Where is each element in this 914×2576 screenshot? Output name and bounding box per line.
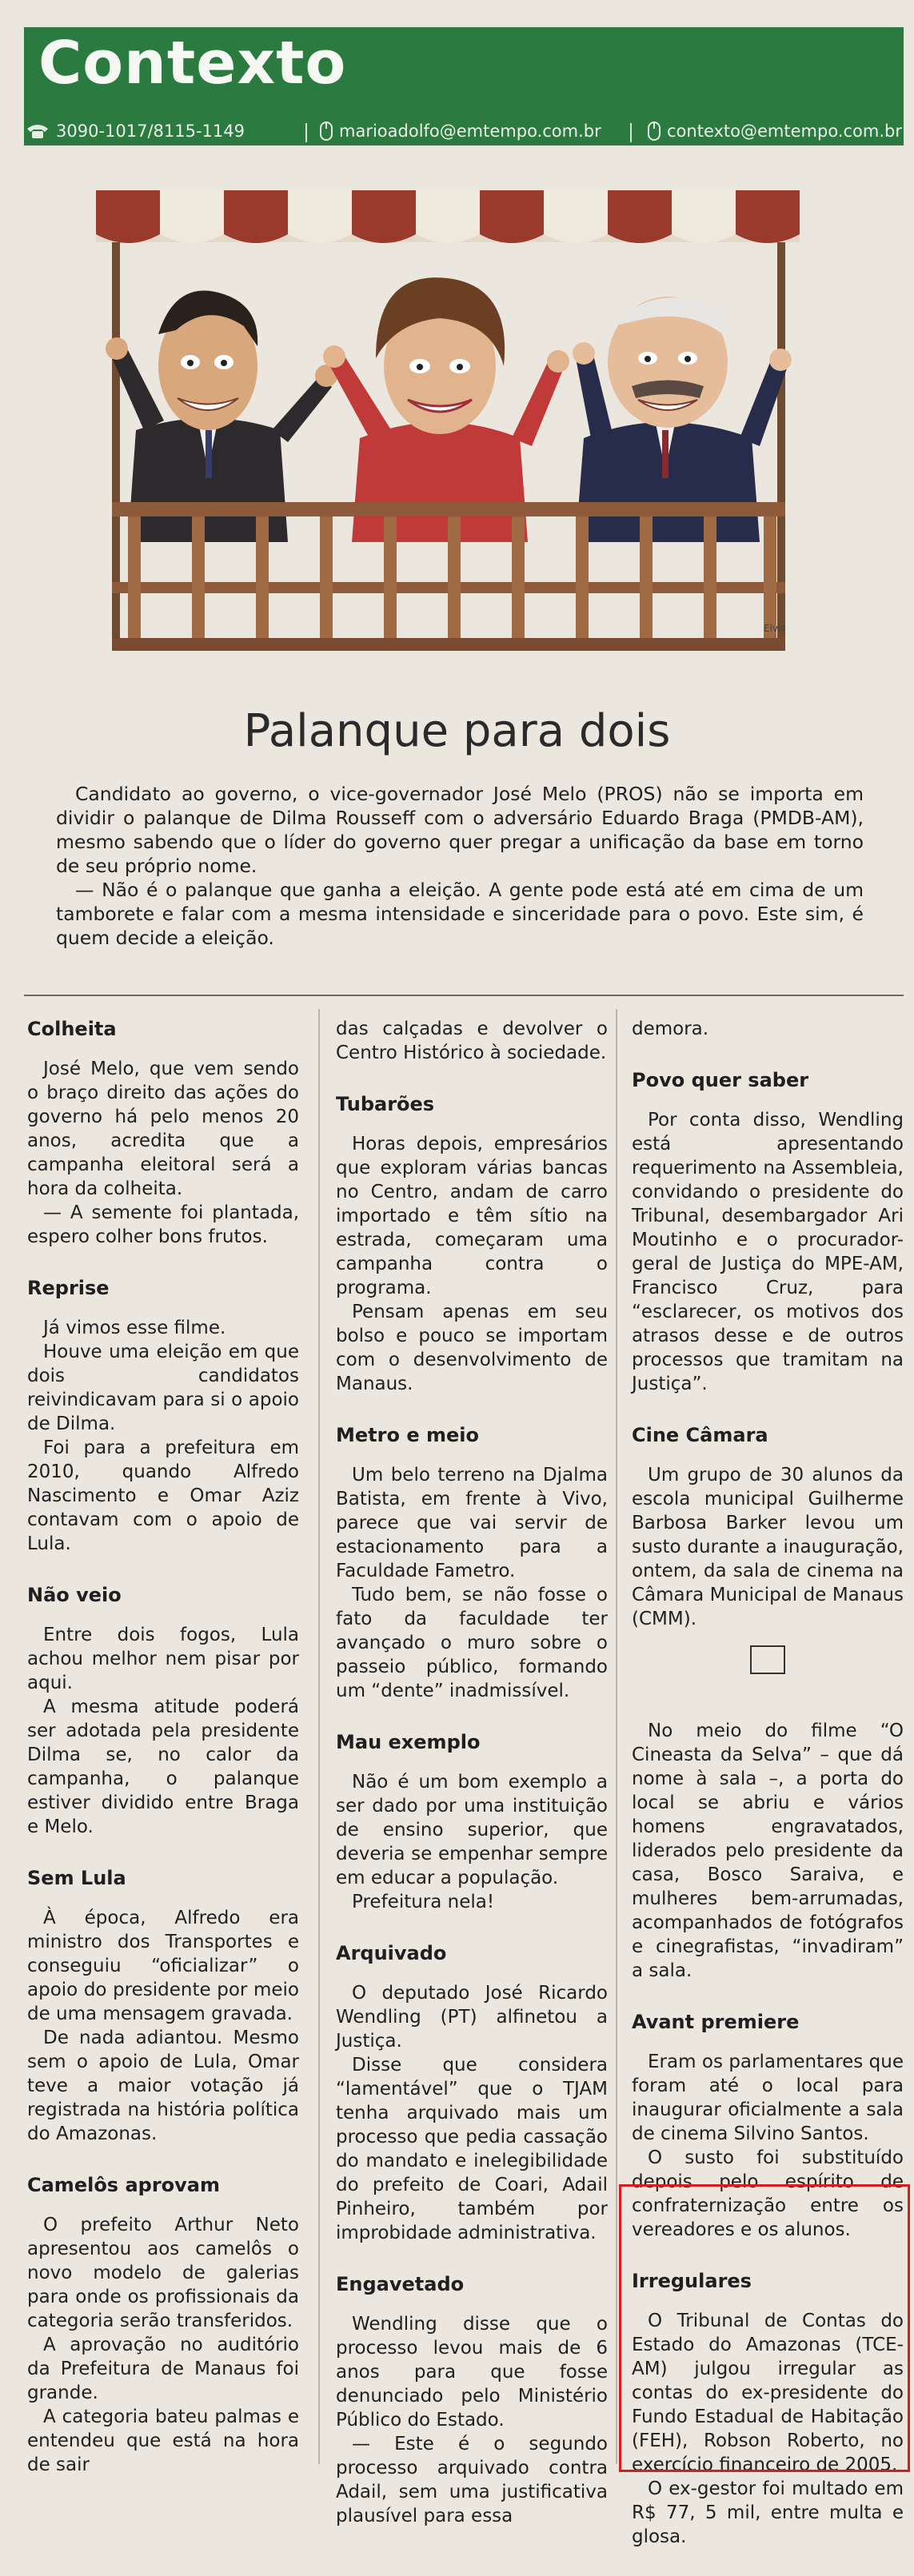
continued-text bbox=[632, 1017, 904, 1041]
mouse-icon bbox=[648, 122, 661, 141]
note-title: Colheita bbox=[27, 1018, 117, 1040]
highlight-box bbox=[619, 2184, 910, 2472]
note-tubaroes bbox=[336, 1092, 608, 1396]
phone-number: 3090-1017/8115-1149 bbox=[56, 122, 245, 141]
note-title: Engavetado bbox=[336, 2273, 465, 2295]
note-paragraph: Por conta disso, Wendling está apresentando requerimento na Assembleia, convidando o presidente do Tribunal, desembargador Ari Moutinho e o procurador-geral de Justiça do MPE-AM, Francisco Cruz, para “esclarecer, os motivos dos atrasos desse e de outros processos que tramitam na Justiça”. bbox=[632, 1110, 904, 1394]
note-paragraph: Houve uma eleição em que dois candidatos reivindicavam para si o apoio de Dilma. bbox=[27, 1342, 299, 1434]
note-engavetado bbox=[336, 2272, 608, 2528]
section-email[interactable] bbox=[648, 122, 902, 141]
section-header bbox=[24, 27, 904, 146]
note-paragraph: Entre dois fogos, Lula achou melhor nem pisar por aqui. bbox=[27, 1625, 299, 1693]
cartoon-signature: Elvis bbox=[764, 623, 786, 634]
note-paragraph: Foi para a prefeitura em 2010, quando Alfredo Nascimento e Omar Aziz contavam com o apoio de Lula. bbox=[27, 1438, 299, 1554]
note-paragraph: Tudo bem, se não fosse o fato da faculdade ter avançado o muro sobre o passeio público, formando um “dente” inadmissível. bbox=[336, 1585, 608, 1701]
mouse-icon bbox=[320, 122, 333, 141]
note-paragraph: A aprovação no auditório da Prefeitura de Manaus foi grande. bbox=[27, 2335, 299, 2403]
note-paragraph: Já vimos esse filme. bbox=[43, 1318, 226, 1338]
note-arquivado bbox=[336, 1941, 608, 2245]
note-paragraph: Um belo terreno na Djalma Batista, em frente à Vivo, parece que vai servir de estacionamento para a Faculdade Fametro. bbox=[336, 1465, 608, 1581]
note-paragraph: — Este é o segundo processo arquivado contra Adail, sem uma justificativa plausível para essa bbox=[336, 2434, 608, 2526]
note-colheita bbox=[27, 1017, 299, 1249]
note-paragraph: O ex-gestor foi multado em R$ 77, 5 mil, entre multa e glosa. bbox=[632, 2478, 904, 2547]
note-paragraph: À época, Alfredo era ministro dos Transportes e conseguiu “oficializar” o apoio do presidente por meio de uma mensagem gravada. bbox=[27, 1908, 299, 2024]
note-povo bbox=[632, 1068, 904, 1396]
lead-paragraph: Candidato ao governo, o vice-governador José Melo (PROS) não se importa em dividir o palanque de Dilma Rousseff com o adversário Eduardo Braga (PMDB-AM), mesmo sabendo que o líder do governo quer pregar a unificação da base em torno de seu próprio nome. bbox=[56, 783, 864, 877]
note-paragraph: Prefeitura nela! bbox=[352, 1892, 495, 1912]
note-title: Arquivado bbox=[336, 1942, 447, 1964]
note-paragraph: O susto foi substituído depois pelo espírito de confraternização entre os vereadores e os alunos. bbox=[632, 2147, 904, 2240]
note-paragraph: O prefeito Arthur Neto apresentou aos camelôs o novo modelo de galerias para onde os profissionais da categoria serão transferidos. bbox=[27, 2215, 299, 2331]
section-title: Contexto bbox=[38, 29, 347, 98]
note-mau-exemplo bbox=[336, 1730, 608, 1914]
author-email[interactable] bbox=[320, 122, 601, 141]
note-cine bbox=[632, 1423, 904, 1983]
note-nao-veio bbox=[27, 1583, 299, 1839]
note-paragraph: Disse que considera “lamentável” que o TJAM tenha arquivado mais um processo que pedia cassação do mandato e inelegibilidade do prefeito de Coari, Adail Pinheiro, também por improbidade administrativa. bbox=[336, 2055, 608, 2243]
note-title: Sem Lula bbox=[27, 1867, 126, 1889]
note-camelos bbox=[27, 2173, 299, 2477]
section-email-text[interactable]: contexto@emtempo.com.br bbox=[667, 122, 902, 141]
note-paragraph: A categoria bateu palmas e entendeu que está na hora de sair bbox=[27, 2407, 299, 2475]
awning bbox=[96, 190, 800, 243]
note-paragraph: Um grupo de 30 alunos da escola municipal Guilherme Barbosa Barker levou um susto durante a inauguração, ontem, da sala de cinema na Câmara Municipal de Manaus (CMM). bbox=[632, 1465, 904, 1629]
note-metro bbox=[336, 1423, 608, 1703]
note-paragraph: A mesma atitude poderá ser adotada pela presidente Dilma se, no calor da campanha, o palanque estiver dividido entre Braga e Melo. bbox=[27, 1697, 299, 1837]
column-1 bbox=[27, 1017, 299, 2504]
column-divider bbox=[616, 1009, 617, 2464]
author-email-text[interactable]: marioadolfo@emtempo.com.br bbox=[339, 122, 601, 141]
horizontal-rule bbox=[24, 995, 904, 996]
note-title: Povo quer saber bbox=[632, 1069, 809, 1091]
note-paragraph: José Melo, que vem sendo o braço direito das ações do governo há pelo menos 20 anos, acredita que a campanha eleitoral será a hora da colheita. bbox=[27, 1059, 299, 1199]
note-title: Cine Câmara bbox=[632, 1424, 768, 1446]
lead-text bbox=[56, 782, 864, 950]
note-paragraph: Não é um bom exemplo a ser dado por uma instituição de ensino superior, que deveria se empenhar sempre em educar a população. bbox=[336, 1772, 608, 1888]
lead-paragraph: — Não é o palanque que ganha a eleição. A gente pode está até em cima de um tamborete e falar com a mesma intensidade e sinceridade para o povo. Este sim, é quem decide a eleição. bbox=[56, 879, 864, 949]
note-paragraph: Wendling disse que o processo levou mais de 6 anos para que fosse denunciado pelo Ministério Público do Estado. bbox=[336, 2314, 608, 2430]
note-title: Avant premiere bbox=[632, 2011, 800, 2033]
divider bbox=[630, 123, 632, 142]
note-paragraph: O Tribunal de Contas do Estado do Amazonas (TCE-AM) julgou irregular as contas do ex-presidente do Fundo Estadual de Habitação (FEH), Robson Roberto, no exercício financeiro de 2005. bbox=[632, 2311, 904, 2475]
box-ornament bbox=[750, 1645, 785, 1674]
continued-text bbox=[336, 1017, 608, 1065]
note-paragraph: — A semente foi plantada, espero colher bons frutos. bbox=[27, 1202, 299, 1247]
note-title: Metro e meio bbox=[336, 1424, 479, 1446]
note-paragraph: De nada adiantou. Mesmo sem o apoio de Lula, Omar teve a maior votação já registrada na história política do Amazonas. bbox=[27, 2028, 299, 2144]
divider bbox=[305, 123, 307, 142]
note-paragraph: das calçadas e devolver o Centro Histórico à sociedade. bbox=[336, 1019, 608, 1063]
note-paragraph: Horas depois, empresários que exploram várias bancas no Centro, andam de carro importado e têm sítio na estrada, começaram uma campanha contra o programa. bbox=[336, 1134, 608, 1298]
note-reprise bbox=[27, 1276, 299, 1556]
phone-contact bbox=[26, 122, 245, 141]
cartoon-illustration bbox=[88, 166, 808, 686]
note-paragraph: demora. bbox=[632, 1019, 709, 1039]
note-title: Reprise bbox=[27, 1277, 110, 1299]
note-title: Camelôs aprovam bbox=[27, 2174, 220, 2196]
note-paragraph: O deputado José Ricardo Wendling (PT) alfinetou a Justiça. bbox=[336, 1983, 608, 2052]
note-paragraph: No meio do filme “O Cineasta da Selva” – que dá nome à sala –, a porta do local se abriu e vários homens engravatados, liderados pelo presidente da casa, Bosco Saraiva, e mulheres bem-arrumadas, acompanhados de fotógrafos e cinegrafistas, “invadiram” a sala. bbox=[632, 1721, 904, 1981]
column-2 bbox=[336, 1017, 608, 2555]
note-title: Não veio bbox=[27, 1584, 122, 1606]
contact-bar bbox=[24, 122, 904, 146]
note-sem-lula bbox=[27, 1866, 299, 2146]
note-title: Mau exemplo bbox=[336, 1731, 481, 1753]
headline: Palanque para dois bbox=[243, 705, 671, 757]
note-paragraph: Eram os parlamentares que foram até o local para inaugurar oficialmente a sala de cinema Silvino Santos. bbox=[632, 2052, 904, 2144]
note-title: Tubarões bbox=[336, 1093, 435, 1115]
note-paragraph: Pensam apenas em seu bolso e pouco se importam com o desenvolvimento de Manaus. bbox=[336, 1302, 608, 1394]
phone-icon bbox=[26, 122, 50, 140]
note-title: Irregulares bbox=[632, 2270, 752, 2292]
column-divider bbox=[318, 1009, 320, 2464]
